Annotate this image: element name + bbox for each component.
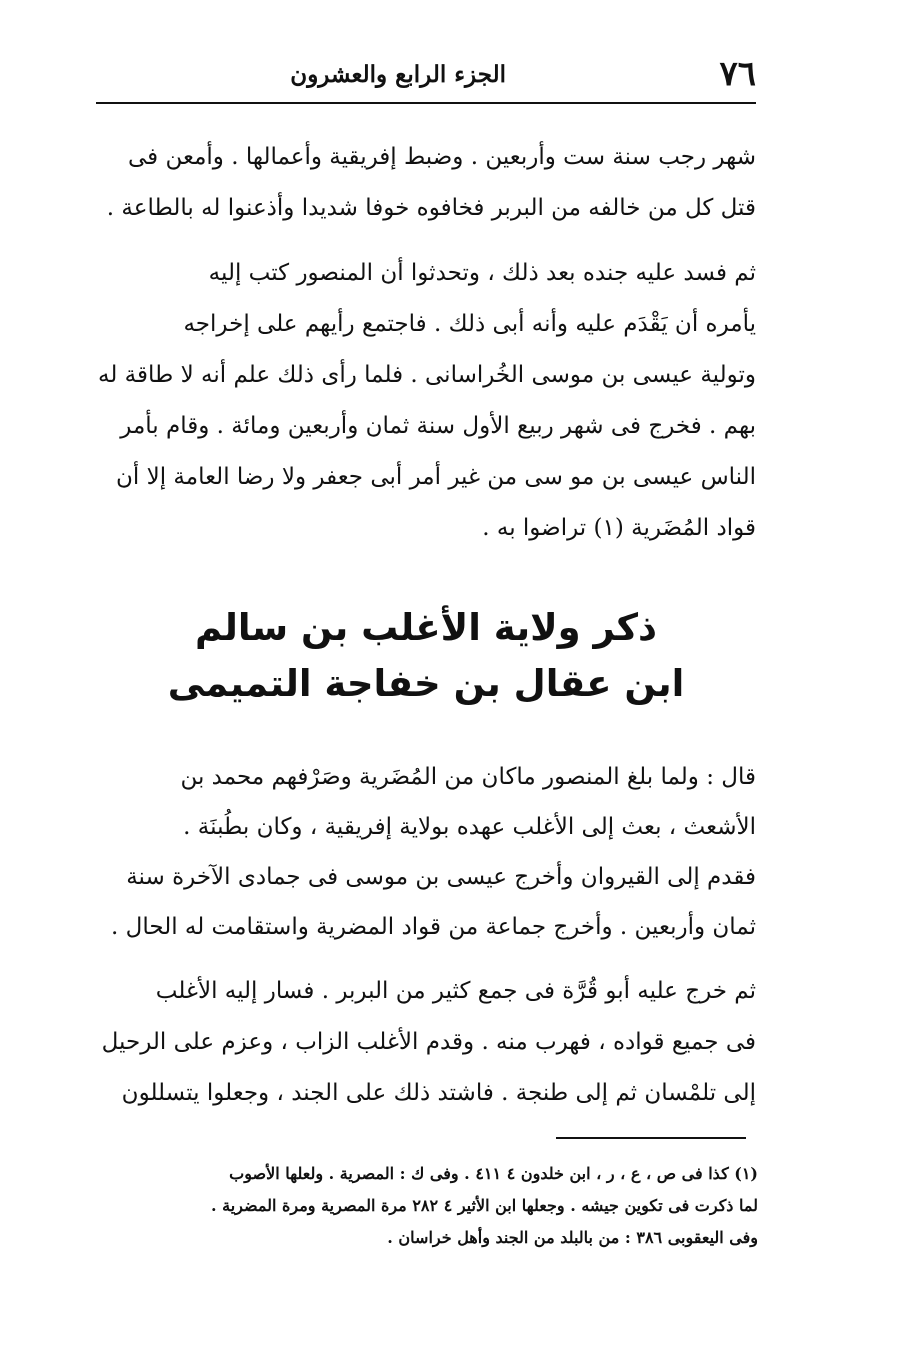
paragraph-line: شهر رجب سنة ست وأربعين . وضبط إفريقية وأعمالها . وأمعن فى: [128, 144, 756, 170]
page-number: ٧٦: [719, 54, 756, 94]
paragraph-line: بهم . فخرج فى شهر ربيع الأول سنة ثمان وأربعين ومائة . وقام بأمر: [120, 413, 756, 439]
paragraph-line: ثم خرج عليه أبو قُرَّة فى جمع كثير من البربر . فسار إليه الأغلب: [155, 978, 756, 1004]
footnote-line: لما ذكرت فى تكوين جيشه . وجعلها ابن الأثير ٤ ٢٨٢ مرة المصرية ومرة المضرية .: [211, 1196, 758, 1215]
footnote-line: (١) كذا فى ص ، ع ، ر ، ابن خلدون ٤ ٤١١ . وفى ك : المصرية . ولعلها الأصوب: [229, 1164, 758, 1183]
paragraph-line: الأشعث ، بعث إلى الأغلب عهده بولاية إفريقية ، وكان بطُبنَة .: [183, 814, 756, 840]
footnote-line: وفى اليعقوبى ٣٨٦ : من بالبلد من الجند وأهل خراسان .: [387, 1228, 758, 1247]
running-title: الجزء الرابع والعشرون: [290, 61, 506, 88]
paragraph-line: يأمره أن يَقْدَم عليه وأنه أبى ذلك . فاجتمع رأيهم على إخراجه: [183, 311, 756, 337]
paragraph-2: [96, 248, 756, 554]
paragraph-line: قال : ولما بلغ المنصور ماكان من المُضَرية وصَرْفهم محمد بن: [180, 764, 756, 790]
paragraph-3: [96, 752, 756, 952]
paragraph-line: ثم فسد عليه جنده بعد ذلك ، وتحدثوا أن المنصور كتب إليه: [208, 260, 756, 286]
paragraph-1: [96, 132, 756, 234]
paragraph-line: قتل كل من خالفه من البربر فخافوه خوفا شديدا وأذعنوا له بالطاعة .: [106, 195, 756, 221]
paragraph-line: فى جميع قواده ، فهرب منه . وقدم الأغلب الزاب ، وعزم على الرحيل: [101, 1029, 756, 1055]
footnote-divider: [556, 1137, 746, 1139]
paragraph-line: قواد المُضَرية (١) تراضوا به .: [482, 515, 756, 541]
paragraph-line: ثمان وأربعين . وأخرج جماعة من قواد المضرية واستقامت له الحال .: [111, 914, 756, 940]
paragraph-line: الناس عيسى بن مو سى من غير أمر أبى جعفر ولا رضا العامة إلا أن: [116, 464, 756, 490]
page-header: [96, 54, 756, 98]
paragraph-4: [96, 966, 756, 1119]
header-divider: [96, 102, 756, 104]
paragraph-line: وتولية عيسى بن موسى الخُراسانى . فلما رأى ذلك علم أنه لا طاقة له: [97, 362, 756, 388]
paragraph-line: فقدم إلى القيروان وأخرج عيسى بن موسى فى جمادى الآخرة سنة: [126, 864, 756, 890]
section-heading-line-1: ذكر ولاية الأغلب بن سالم: [194, 606, 658, 649]
footnote: [96, 1158, 758, 1254]
paragraph-line: إلى تلمْسان ثم إلى طنجة . فاشتد ذلك على الجند ، وجعلوا يتسللون: [121, 1080, 756, 1106]
section-heading-line-2: ابن عقال بن خفاجة التميمى: [167, 662, 685, 705]
